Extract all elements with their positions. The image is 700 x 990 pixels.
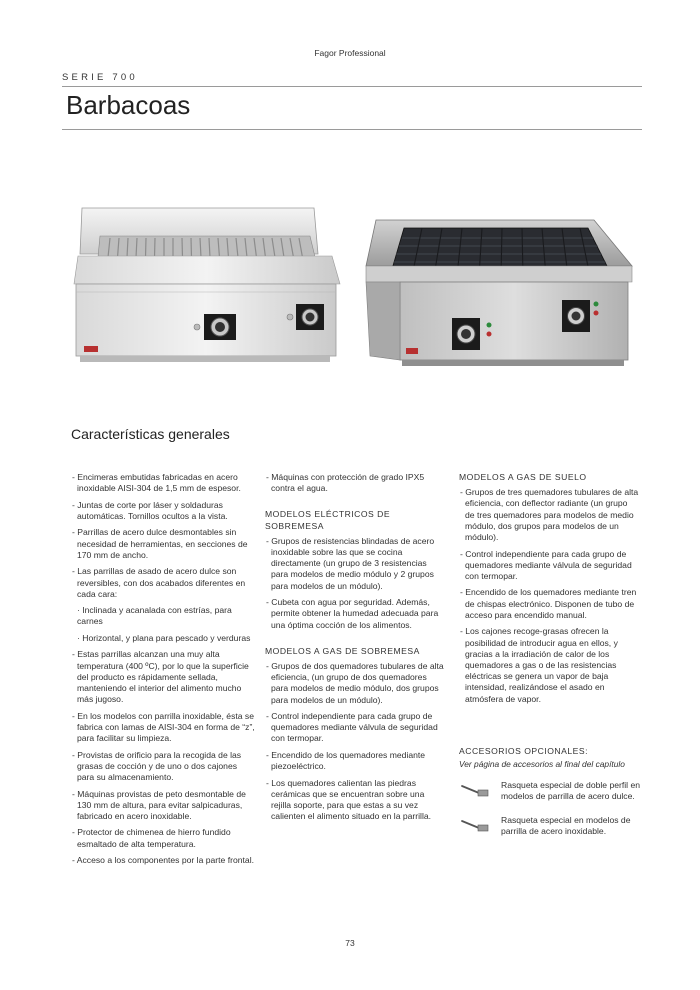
- features-column-3: [459, 472, 639, 710]
- feature-item: - Protector de chimenea de hierro fundido esmaltado de alta temperatura.: [72, 827, 231, 849]
- feature-item: - Estas parrillas alcanzan una muy alta temperatura (400 ºC), por lo que la superficie del producto es rápidamente sellada, manteniendo el interior del alimento mucho más jugoso.: [72, 649, 249, 705]
- scraper-icon: [459, 780, 493, 802]
- feature-item: - Grupos de resistencias blindadas de acero inoxidable sobre las que se cocina directamente (un grupo de 3 resistencias para modelos de medio módulo y 2 grupos para modelos de un módulo).: [266, 535, 435, 591]
- feature-item: - Encimeras embutidas fabricadas en acero inoxidable AISI-304 de 1,5 mm de espesor.: [72, 472, 241, 494]
- gas-models-heading: MODELOS A GAS DE SOBREMESA: [265, 645, 420, 656]
- feature-item: - Máquinas con protección de grado IPX5 contra el agua.: [266, 472, 425, 494]
- feature-item: - Control independiente para cada grupo de quemadores mediante válvula de seguridad con termopar.: [460, 548, 632, 581]
- brand-label: Fagor Professional: [314, 48, 386, 58]
- feature-item: - Los quemadores calientan las piedras cerámicas que se encuentran sobre una rejilla soporte, para que estas a su vez calienten el alimento situado en la parrilla.: [266, 777, 432, 822]
- page-number: 73: [345, 938, 355, 948]
- page-title: Barbacoas: [66, 90, 191, 120]
- accessory-label: Rasqueta especial en modelos de parrilla de acero inoxidable.: [501, 815, 631, 836]
- cast-grill-product: [362, 200, 638, 372]
- feature-item: - Las parrillas de asado de acero dulce son reversibles, con dos acabados diferentes en cada cara:: [72, 566, 246, 599]
- feature-item: - Provistas de orificio para la recogida de las grasas de cocción y de uno o dos cajones para su almacenamiento.: [72, 749, 242, 783]
- feature-subitem: · Horizontal, y plana para pescado y verduras: [77, 632, 251, 643]
- accessories-heading: ACCESORIOS OPCIONALES:: [459, 746, 588, 756]
- feature-item: - Encendido de los quemadores mediante piezoeléctrico.: [266, 749, 426, 772]
- top-rule: [62, 86, 642, 87]
- steel-grill-product: [70, 196, 344, 372]
- features-column-2: [265, 472, 445, 828]
- title-rule: [62, 129, 642, 130]
- feature-item: - En los modelos con parrilla inoxidable, ésta se fabrica con lamas de AISI-304 en forma de “z”, para facilitar su limpieza.: [72, 710, 255, 744]
- floor-gas-models-heading: MODELOS A GAS DE SUELO: [459, 472, 587, 482]
- series-label: SERIE 700: [62, 72, 138, 83]
- scraper-icon: [459, 815, 493, 837]
- electric-models-heading: MODELOS ELÉCTRICOS DE SOBREMESA: [265, 509, 391, 531]
- accessories-note: Ver página de accesorios al final del capítulo: [459, 759, 625, 769]
- features-column-1: [71, 472, 255, 872]
- feature-item: - Grupos de tres quemadores tubulares de alta eficiencia, con deflector radiante (un grupo de tres quemadores para modelos de medio módulo, dos grupos para modelos de un módulo).: [460, 487, 639, 543]
- feature-item: - Encendido de los quemadores mediante tren de chispas electrónico. Disponen de tubo de acceso para encendido manual.: [460, 587, 637, 620]
- feature-subitem: · Inclinada y acanalada con estrías, para carnes: [77, 605, 232, 627]
- accessory-label: Rasqueta especial de doble perfil en modelos de parrilla de acero dulce.: [501, 780, 641, 801]
- feature-item: - Juntas de corte por láser y soldaduras automáticas. Tornillos ocultos a la vista.: [72, 499, 228, 521]
- feature-item: - Acceso a los componentes por la parte frontal.: [72, 855, 254, 866]
- feature-item: - Los cajones recoge-grasas ofrecen la posibilidad de introducir agua en ellos, y gracias a la irradiación de calor de los quemadores a gas o de las resistencias eléctricas se genera un vapor de baja intensidad, realizándose el asado en atmósfera de vapor.: [460, 626, 618, 704]
- feature-item: - Parrillas de acero dulce desmontables sin necesidad de herramientas, en secciones de 170 mm de ancho.: [72, 527, 248, 560]
- section-title: Características generales: [71, 426, 230, 442]
- feature-item: - Cubeta con agua por seguridad. Además, permite obtener la humedad adecuada para una óptima cocción de los alimentos.: [266, 597, 439, 630]
- feature-item: - Grupos de dos quemadores tubulares de alta eficiencia, (un grupo de dos quemadores para modelos de medio módulo, dos grupos para modelos de un módulo).: [266, 660, 444, 705]
- feature-item: - Control independiente para cada grupo de quemadores mediante válvula de seguridad con termopar.: [266, 711, 438, 744]
- feature-item: - Máquinas provistas de peto desmontable de 130 mm de altura, para evitar salpicaduras, fabricado en acero inoxidable.: [72, 788, 246, 821]
